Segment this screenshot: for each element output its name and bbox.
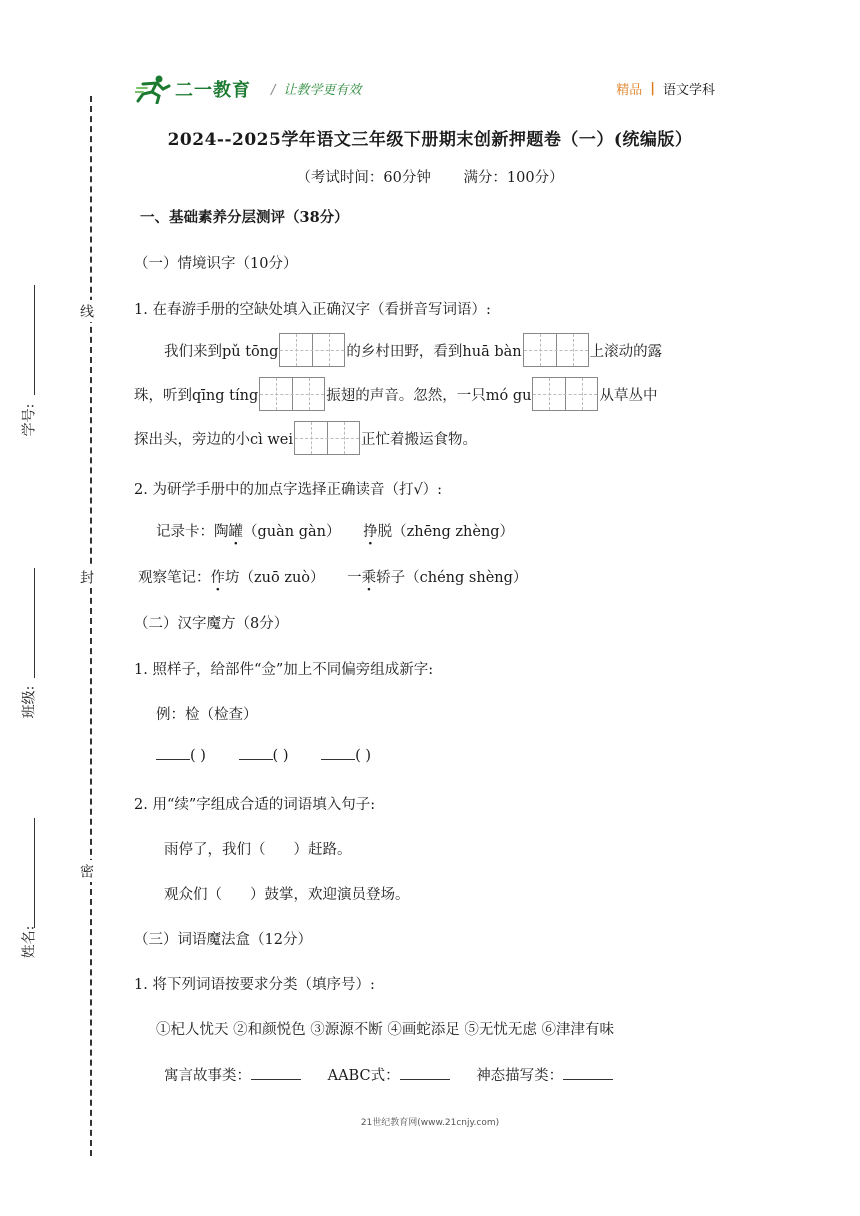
question-prompt: 1. 照样子，给部件“佥”加上不同偏旁组成新字:	[134, 662, 434, 678]
exam-score: 满分：100分）	[463, 170, 564, 186]
question-prompt: 2. 用“续”字组成合适的词语填入句子:	[134, 797, 376, 813]
answer-blank[interactable]	[563, 1079, 613, 1080]
answer-blank[interactable]	[156, 759, 190, 760]
student-id-label: 学号:	[21, 403, 38, 437]
bind-char-mi: 密	[76, 860, 96, 882]
tianzige-box[interactable]	[532, 377, 598, 411]
exam-time: （考试时间：60分钟	[296, 170, 431, 186]
text: 振翅的声音。忽然，一只mó gu	[326, 387, 532, 404]
paren-blank[interactable]: ( )	[190, 748, 206, 764]
tianzige-box[interactable]	[294, 421, 360, 455]
text: 上滚动的露	[589, 343, 663, 360]
name-label: 姓名:	[21, 925, 38, 959]
question-prompt: 1. 在春游手册的空缺处填入正确汉字（看拼音写词语）:	[134, 302, 491, 318]
text: 探出头，旁边的小cì wei	[134, 431, 293, 448]
category-label: 寓言故事类：	[164, 1068, 251, 1084]
student-id-line[interactable]	[34, 285, 35, 395]
category-row	[164, 1064, 613, 1085]
exam-info	[0, 166, 860, 187]
fill-line-3	[134, 420, 477, 456]
answer-blank[interactable]	[251, 1079, 301, 1080]
sentence-2	[164, 883, 410, 904]
tianzige-box[interactable]	[523, 333, 589, 367]
logo-text: 二一教育	[175, 80, 251, 101]
question-prompt: 1. 将下列词语按要求分类（填序号）:	[134, 977, 375, 993]
section-heading: 一、基础素养分层测评（38分）	[140, 209, 349, 226]
sentence-1	[164, 838, 352, 859]
word-list: ①杞人忧天 ②和颜悦色 ③源源不断 ④画蛇添足 ⑤无忧无虑 ⑥津津有味	[156, 1022, 615, 1038]
tag-separator: |	[650, 81, 655, 96]
logo	[135, 72, 251, 106]
runner-logo-icon	[135, 74, 173, 104]
text: 雨停了，我们（	[164, 842, 266, 858]
bind-char-feng: 封	[76, 566, 96, 588]
pinyin-choice[interactable]: 轿子（chéng shèng）	[376, 570, 528, 586]
subject-tag: 语文学科	[662, 83, 715, 98]
name-line[interactable]	[34, 818, 35, 928]
pinyin-row-2	[138, 566, 527, 587]
text: 我们来到pǔ tōng	[164, 343, 279, 360]
answer-blank[interactable]	[321, 759, 355, 760]
pinyin-choice[interactable]: 坊（zuō zuò）	[225, 570, 325, 586]
example-line: 例：检（检查）	[156, 707, 258, 723]
text: 正忙着搬运食物。	[361, 431, 477, 448]
page-footer: 21世纪教育网(www.21cnjy.com)	[360, 1118, 500, 1128]
dotted-char: 乘	[361, 570, 377, 586]
pinyin-row-1	[156, 520, 514, 541]
class-line[interactable]	[34, 568, 35, 678]
text: 的乡村田野，看到huā bàn	[346, 343, 522, 360]
text: 从草丛中	[599, 387, 658, 404]
text: 观察笔记：	[138, 570, 211, 586]
text: ）赶路。	[293, 842, 352, 858]
paren-blank[interactable]: ( )	[355, 748, 372, 764]
slogan-text: 让教学更有效	[283, 83, 362, 98]
tianzige-box[interactable]	[259, 377, 325, 411]
fill-line-2	[134, 376, 657, 412]
page-title: 2024--2025学年语文三年级下册期末创新押题卷（一）(统编版）	[167, 130, 693, 150]
bind-char-xian: 线	[76, 300, 96, 322]
dotted-char: 挣	[363, 524, 378, 540]
part-heading: （二）汉字魔方（8分）	[134, 616, 289, 632]
text: 记录卡：陶	[156, 524, 229, 540]
answer-blank[interactable]	[239, 759, 273, 760]
answer-blank[interactable]	[400, 1079, 450, 1080]
dotted-char: 罐	[228, 524, 243, 540]
part-heading: （三）词语魔法盒（12分）	[134, 932, 312, 948]
part-heading: （一）情境识字（10分）	[134, 256, 298, 272]
slogan: / 让教学更有效	[271, 83, 362, 98]
dotted-char: 作	[210, 570, 225, 586]
binding-dashed-line	[90, 96, 92, 1156]
question-prompt: 2. 为研学手册中的加点字选择正确读音（打√）:	[134, 482, 443, 498]
text: 珠，听到qīng tíng	[134, 387, 259, 404]
pinyin-choice[interactable]: （guàn gàn）	[243, 524, 341, 540]
category-label: AABC式：	[327, 1068, 400, 1084]
page-header	[135, 72, 715, 106]
fill-line-1	[164, 332, 662, 368]
tianzige-box[interactable]	[279, 333, 345, 367]
header-tags	[616, 79, 715, 98]
category-label: 神态描写类：	[476, 1068, 564, 1084]
text: ）鼓掌，欢迎演员登场。	[250, 887, 410, 903]
text: 一	[347, 570, 362, 586]
pinyin-choice[interactable]: 脱（zhēng zhèng）	[377, 524, 515, 540]
blank-row	[156, 748, 371, 764]
text: 观众们（	[164, 887, 222, 903]
paren-blank[interactable]: ( )	[272, 748, 289, 764]
class-label: 班级:	[21, 685, 38, 719]
quality-tag: 精品	[616, 83, 643, 98]
